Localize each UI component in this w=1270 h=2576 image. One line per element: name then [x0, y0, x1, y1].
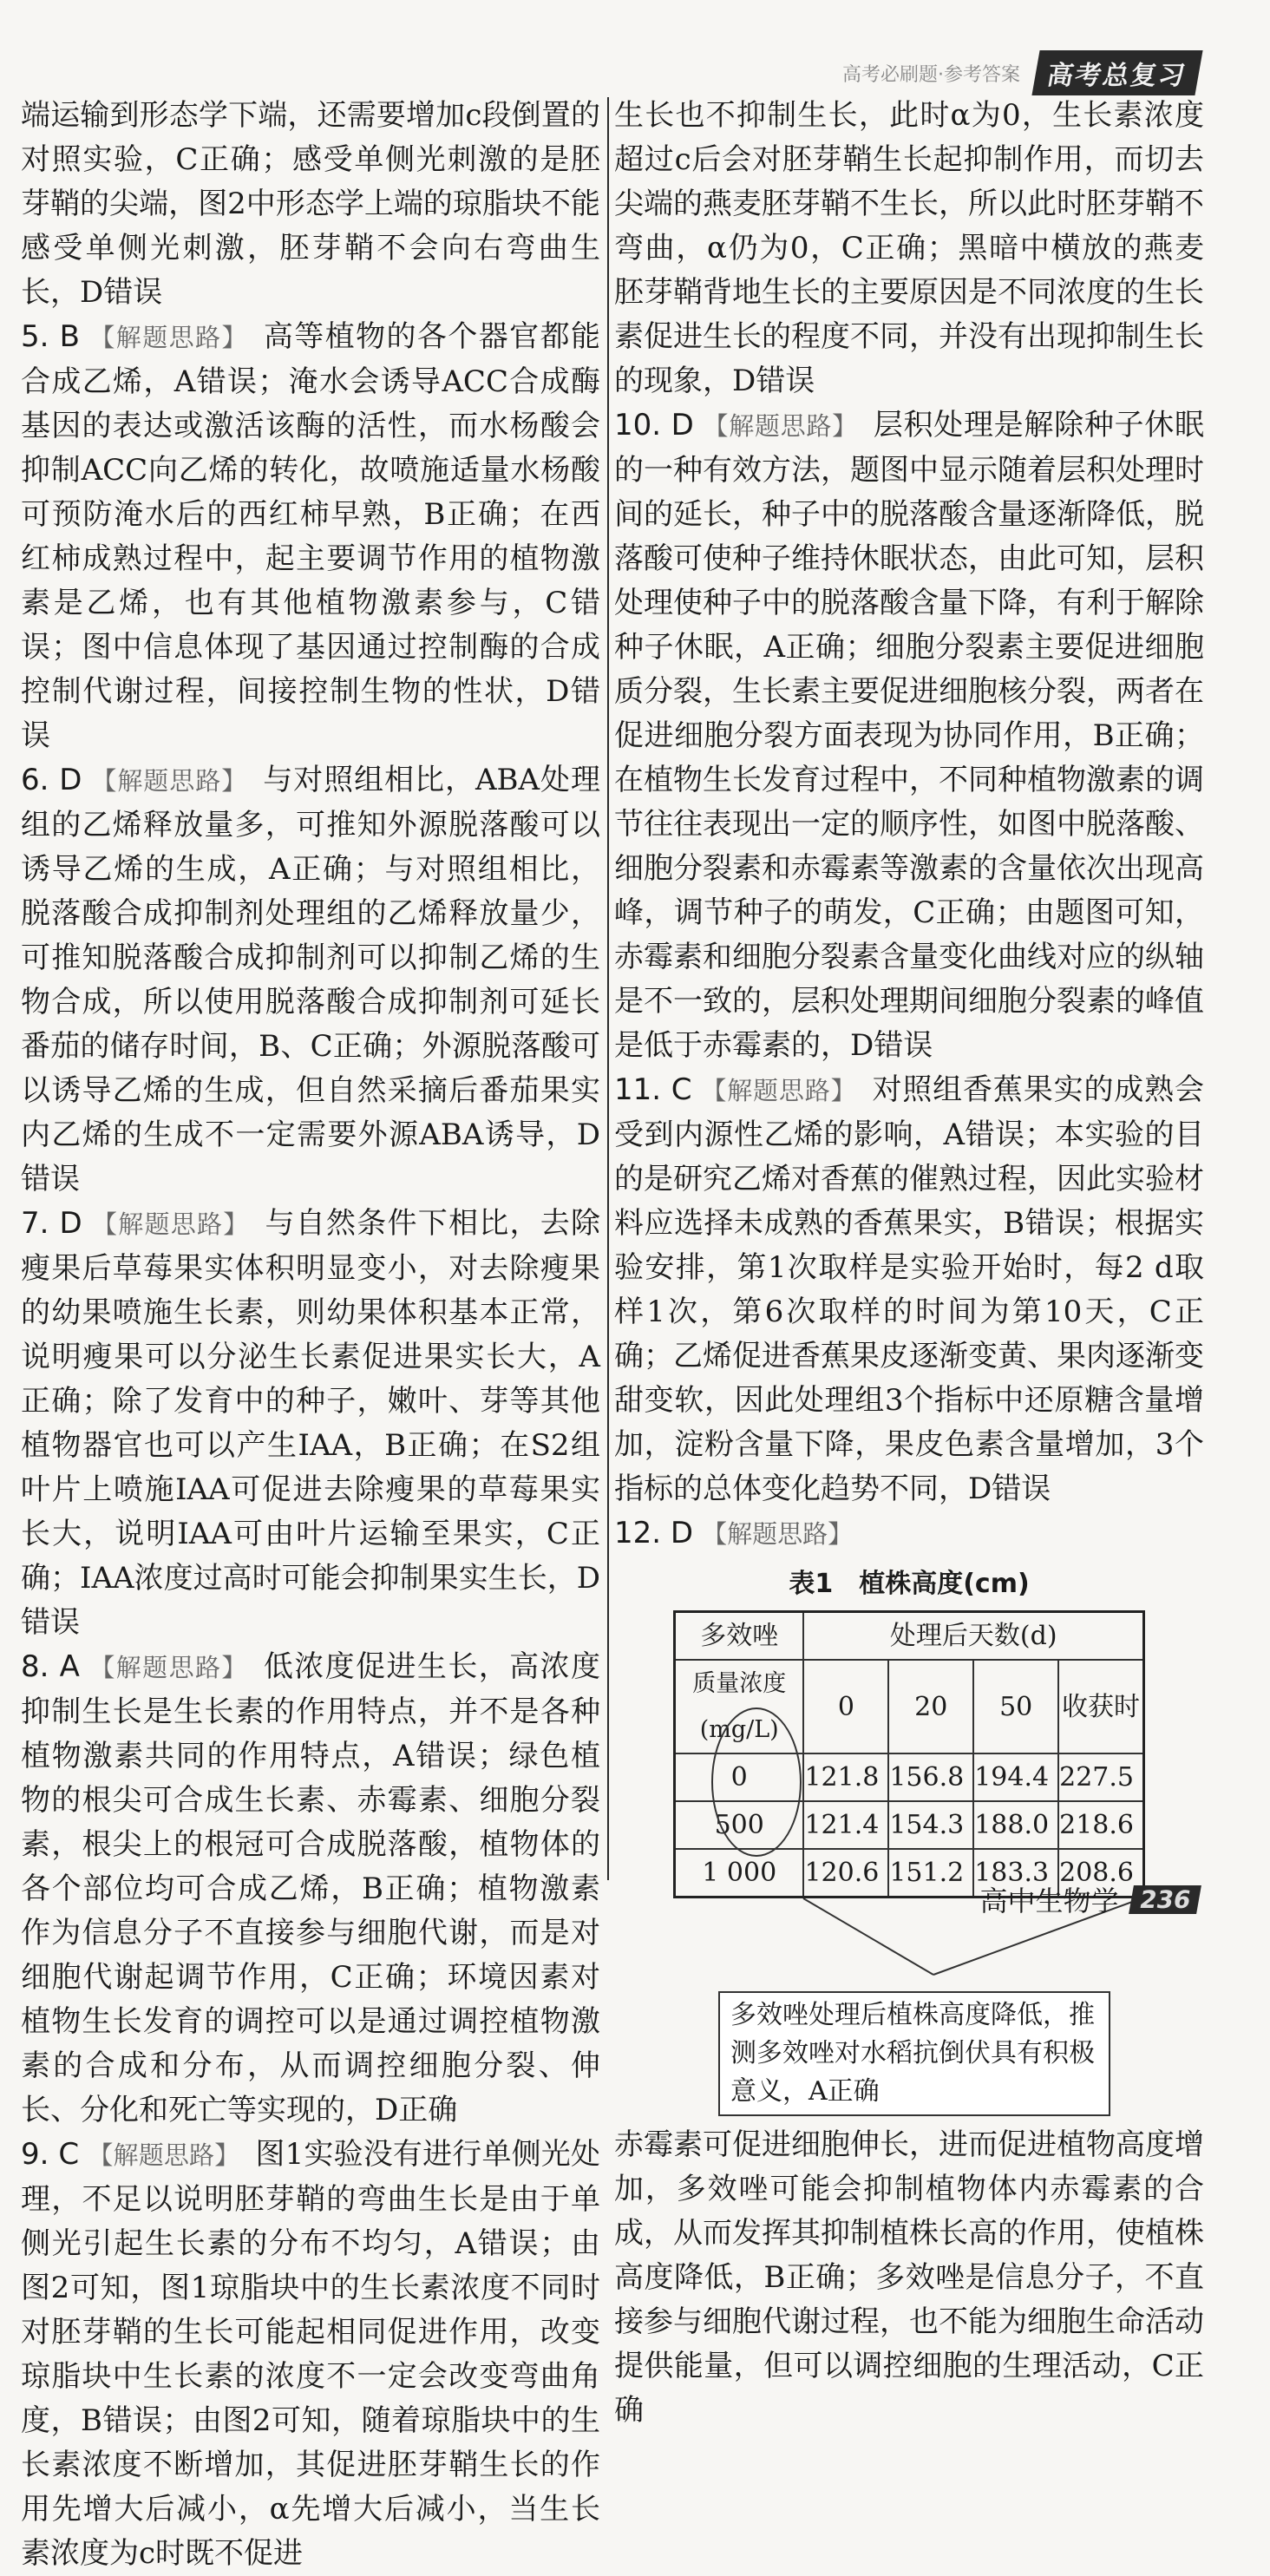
table-cell: 120.6 — [803, 1849, 888, 1898]
table-cell: 183.3 — [973, 1849, 1058, 1898]
solution-tag: 【解题思路】 — [702, 411, 858, 441]
table-cell: 208.6 — [1058, 1849, 1143, 1898]
table-cell: 500 — [675, 1801, 804, 1849]
left-column — [21, 94, 600, 2576]
table-cell: 227.5 — [1058, 1753, 1143, 1801]
table-cell: 188.0 — [973, 1801, 1058, 1849]
answer-12-text: 赤霉素可促进细胞伸长，进而促进植物高度增加，多效唑可能会抑制植物体内赤霉素的合成，从而发挥其抑制植株长高的作用，使植株高度降低，B正确；多效唑是信息分子，不直接参与细胞代谢过程，也不能为细胞生命活动提供能量，但可以调控细胞的生理活动，C正确 — [614, 2127, 1204, 2428]
continued-paragraph: 端运输到形态学下端，还需要增加c段倒置的对照实验，C正确；感受单侧光刺激的是胚芽鞘的尖端，图2中形态学上端的琼脂块不能感受单侧光刺激，胚芽鞘不会向右弯曲生长，D错误 — [21, 98, 600, 310]
answer-9 — [21, 2133, 600, 2576]
table-cell: 121.4 — [803, 1801, 888, 1849]
table-cell: 1 000 — [675, 1849, 804, 1898]
answer-text: 图1实验没有进行单侧光处理，不足以说明胚芽鞘的弯曲生长是由于单侧光引起生长素的分布不均匀，A错误；由图2可知，图1琼脂块中的生长素浓度不同时对胚芽鞘的生长可能起相同促进作用，改变琼脂块中生长素的浓度不一定会改变弯曲角度，B错误；由图2可知，随着琼脂块中的生长素浓度不断增加，其促进胚芽鞘生长的作用先增大后减小，α先增大后减小，当生长素浓度为c时既不促进 — [21, 2137, 600, 2571]
subject-label: 高中生物学 — [979, 1884, 1119, 1917]
answer-12-header — [614, 1511, 1204, 1557]
table-header-row — [675, 1612, 1144, 1661]
answer-number: 6. D — [21, 763, 82, 797]
page-number: 236 — [1129, 1885, 1201, 1914]
table-header-cell: 0 — [803, 1660, 888, 1753]
answer-number: 10. D — [614, 408, 694, 442]
solution-tag: 【解题思路】 — [90, 1209, 250, 1239]
analysis-callout-box: 多效唑处理后植株高度降低，推测多效唑对水稻抗倒伏具有积极意义，A正确 — [718, 1991, 1110, 2116]
table-header-cell: 20 — [888, 1660, 973, 1753]
header-brand — [842, 50, 1199, 95]
table-cell: 156.8 — [888, 1753, 973, 1801]
answer-text: 低浓度促进生长，高浓度抑制生长是生长素的作用特点，并不是各种植物激素共同的作用特点，A错误；绿色植物的根尖可合成生长素、赤霉素、细胞分裂素，根尖上的根冠可合成脱落酸，植物体的各个部位均可合成乙烯，B正确；植物激素作为信息分子不直接参与细胞代谢，而是对细胞代谢起调节作用，C正确；环境因素对植物生长发育的调控可以是通过调控植物激素的合成和分布，从而调控细胞分裂、伸长、分化和死亡等实现的，D正确 — [21, 1649, 600, 2127]
solution-tag: 【解题思路】 — [90, 766, 248, 796]
answer-text: 与自然条件下相比，去除瘦果后草莓果实体积明显变小，对去除瘦果的幼果喷施生长素，则幼果体积基本正常，说明瘦果可以分泌生长素促进果实长大，A正确；除了发育中的种子，嫩叶、芽等其他植物器官也可以产生IAA，B正确；在S2组叶片上喷施IAA可促进去除瘦果的草莓果实长大，说明IAA可由叶片运输至果实，C正确；IAA浓度过高时可能会抑制果实生长，D错误 — [21, 1206, 600, 1640]
answer-text: 层积处理是解除种子休眠的一种有效方法，题图中显示随着层积处理时间的延长，种子中的脱落酸含量逐渐降低，脱落酸可使种子维持休眠状态，由此可知，层积处理使种子中的脱落酸含量下降，有利于解除种子休眠，A正确；细胞分裂素主要促进细胞质分裂，生长素主要促进细胞核分裂，两者在促进细胞分裂方面表现为协同作用，B正确；在植物生长发育过程中，不同种植物激素的调节往往表现出一定的顺序性，如图中脱落酸、细胞分裂素和赤霉素等激素的含量依次出现高峰，调节种子的萌发，C正确；由题图可知，赤霉素和细胞分裂素含量变化曲线对应的纵轴是不一致的，层积处理期间细胞分裂素的峰值是低于赤霉素的，D错误 — [614, 408, 1204, 1063]
table-wrapper — [673, 1610, 1145, 1898]
table-cell: 121.8 — [803, 1753, 888, 1801]
answer-number: 7. D — [21, 1206, 82, 1241]
solution-tag: 【解题思路】 — [88, 323, 248, 352]
table-header-cell: 收获时 — [1058, 1660, 1143, 1753]
answer-10 — [614, 403, 1204, 1068]
solution-tag: 【解题思路】 — [88, 2140, 240, 2170]
answer-6 — [21, 758, 600, 1202]
header-brand-text: 高考必刷题·参考答案 — [842, 63, 1020, 86]
table-cell: 218.6 — [1058, 1801, 1143, 1849]
column-divider — [607, 97, 609, 1880]
table-cell: 154.3 — [888, 1801, 973, 1849]
table-cell: 194.4 — [973, 1753, 1058, 1801]
answer-11 — [614, 1068, 1204, 1511]
answer-7 — [21, 1202, 600, 1645]
answer-5 — [21, 315, 600, 758]
answer-text: 对照组香蕉果实的成熟会受到内源性乙烯的影响，A错误；本实验的目的是研究乙烯对香蕉的催熟过程，因此实验材料应选择未成熟的香蕉果实，B错误；根据实验安排，第1次取样是实验开始时，每2 d取样1次，第6次取样的时间为第10天，C正确；乙烯促进香蕉果皮逐渐变黄、果肉逐渐变甜变软，因此处理组3个指标中还原糖含量增加，淀粉含量下降，果皮色素含量增加，3个指标的总体变化趋势不同，D错误 — [614, 1072, 1205, 1506]
solution-tag: 【解题思路】 — [88, 1653, 248, 1682]
answer-text: 与对照组相比，ABA处理组的乙烯释放量多，可推知外源脱落酸可以诱导乙烯的生成，A正确；与对照组相比，脱落酸合成抑制剂处理组的乙烯释放量少，可推知脱落酸合成抑制剂可以抑制乙烯的生物合成，所以使用脱落酸合成抑制剂可延长番茄的储存时间，B、C正确；外源脱落酸可以诱导乙烯的生成，但自然采摘后番茄果实内乙烯的生成不一定需要外源ABA诱导，D错误 — [21, 763, 600, 1196]
table-header-cell: 50 — [973, 1660, 1058, 1753]
concentration-highlight-ellipse — [711, 1708, 802, 1857]
solution-tag: 【解题思路】 — [700, 1076, 857, 1105]
table-cell: 0 — [675, 1753, 804, 1801]
continued-paragraph: 生长也不抑制生长，此时α为0，生长素浓度超过c后会对胚芽鞘生长起抑制作用，而切去尖端的燕麦胚芽鞘不生长，所以此时胚芽鞘不弯曲，α仍为0，C正确；黑暗中横放的燕麦胚芽鞘背地生长的主要原因是不同浓度的生长素促进生长的程度不同，并没有出现抑制生长的现象，D错误 — [614, 98, 1204, 398]
table-header-cell: 处理后天数(d) — [803, 1612, 1143, 1661]
table-header-cell: 多效唑 — [675, 1612, 804, 1661]
answer-number: 9. C — [21, 2137, 80, 2172]
answer-number: 8. A — [21, 1649, 80, 1684]
right-column — [614, 94, 1204, 2433]
table-cell: 151.2 — [888, 1849, 973, 1898]
answer-text: 高等植物的各个器官都能合成乙烯，A错误；淹水会诱导ACC合成酶基因的表达或激活该酶的活性，而水杨酸会抑制ACC向乙烯的转化，故喷施适量水杨酸可预防淹水后的西红柿早熟，B正确；在西红柿成熟过程中，起主要调节作用的植物激素是乙烯，也有其他植物激素参与，C错误；图中信息体现了基因通过控制酶的合成控制代谢过程，间接控制生物的性状，D错误 — [21, 319, 600, 753]
answer-number: 11. C — [614, 1072, 692, 1107]
page-footer — [980, 1879, 1199, 1919]
table-title: 表1 植株高度(cm) — [789, 1569, 1030, 1599]
solution-tag: 【解题思路】 — [702, 1519, 854, 1549]
brand-logo: 高考总复习 — [1031, 50, 1202, 95]
table-header-cell: 质量浓度(mg/L) — [675, 1660, 804, 1753]
answer-number: 12. D — [614, 1516, 694, 1550]
answer-number: 5. B — [21, 319, 80, 354]
answer-8 — [21, 1645, 600, 2133]
